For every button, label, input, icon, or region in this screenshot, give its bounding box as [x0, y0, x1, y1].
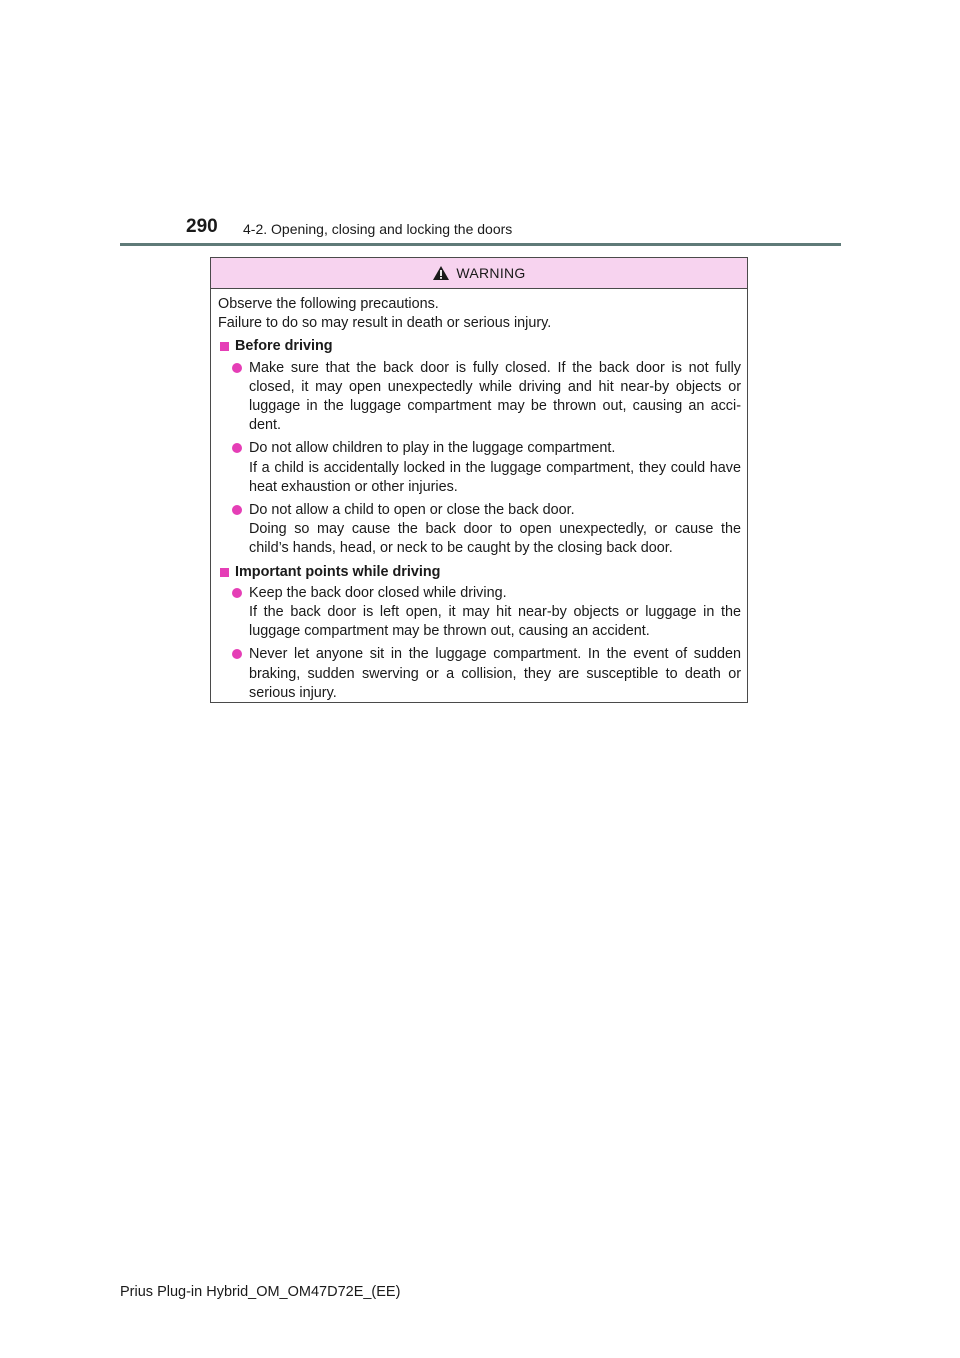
bullet-line: If the back door is left open, it may hit near-by objects or luggage in the luggage compartment may be thrown out, causing an accident.	[249, 604, 741, 640]
warning-body	[211, 289, 747, 703]
bullet-dot-icon	[232, 588, 242, 598]
bullet-line: Doing so may cause the back door to open unexpectedly, or cause the child’s hands, head, or neck to be caught by the closing back door.	[249, 521, 741, 557]
square-bullet-icon	[220, 342, 229, 351]
subheading-text: Important points while driving	[235, 563, 441, 580]
list-item	[232, 359, 741, 436]
bullet-text	[249, 439, 741, 497]
subheading-important-points	[218, 563, 741, 582]
warning-header	[211, 258, 747, 289]
bullet-text: Make sure that the back door is fully closed. If the back door is not fully closed, it may open unexpectedly while driving and hit near-by objects or luggage in the luggage compartment may be thrown out, causing an acci-dent.	[249, 359, 741, 434]
bullet-text: Never let anyone sit in the luggage compartment. In the event of sudden braking, sudden swerving or a collision, they are susceptible to death or serious injury.	[249, 646, 741, 701]
bullet-line: If a child is accidentally locked in the luggage compartment, they could have heat exhaustion or other injuries.	[249, 459, 741, 495]
list-item	[232, 439, 741, 497]
list-item	[232, 645, 741, 703]
section-title: 4-2. Opening, closing and locking the doors	[243, 221, 513, 237]
list-item	[232, 501, 741, 559]
bullet-text	[249, 584, 741, 642]
bullet-dot-icon	[232, 505, 242, 515]
page-number: 290	[186, 216, 218, 237]
square-bullet-icon	[220, 568, 229, 577]
footer-doc-id: Prius Plug-in Hybrid_OM_OM47D72E_(EE)	[120, 1284, 401, 1300]
warning-intro	[218, 295, 741, 333]
bullet-dot-icon	[232, 649, 242, 659]
warning-triangle-icon	[432, 265, 450, 281]
list-item	[232, 584, 741, 642]
subheading-before-driving	[218, 337, 741, 356]
intro-line: Failure to do so may result in death or serious injury.	[218, 315, 552, 332]
bullet-line: Do not allow a child to open or close the back door.	[249, 502, 575, 519]
intro-line: Observe the following precautions.	[218, 296, 439, 312]
bullet-line: Do not allow children to play in the luggage compartment.	[249, 440, 616, 457]
warning-box	[210, 257, 748, 703]
header-divider	[120, 243, 841, 246]
bullet-text	[249, 501, 741, 559]
bullet-dot-icon	[232, 443, 242, 453]
subheading-text: Before driving	[235, 338, 333, 355]
warning-label: WARNING	[456, 265, 526, 281]
bullet-line: Keep the back door closed while driving.	[249, 584, 507, 601]
bullet-dot-icon	[232, 363, 242, 373]
